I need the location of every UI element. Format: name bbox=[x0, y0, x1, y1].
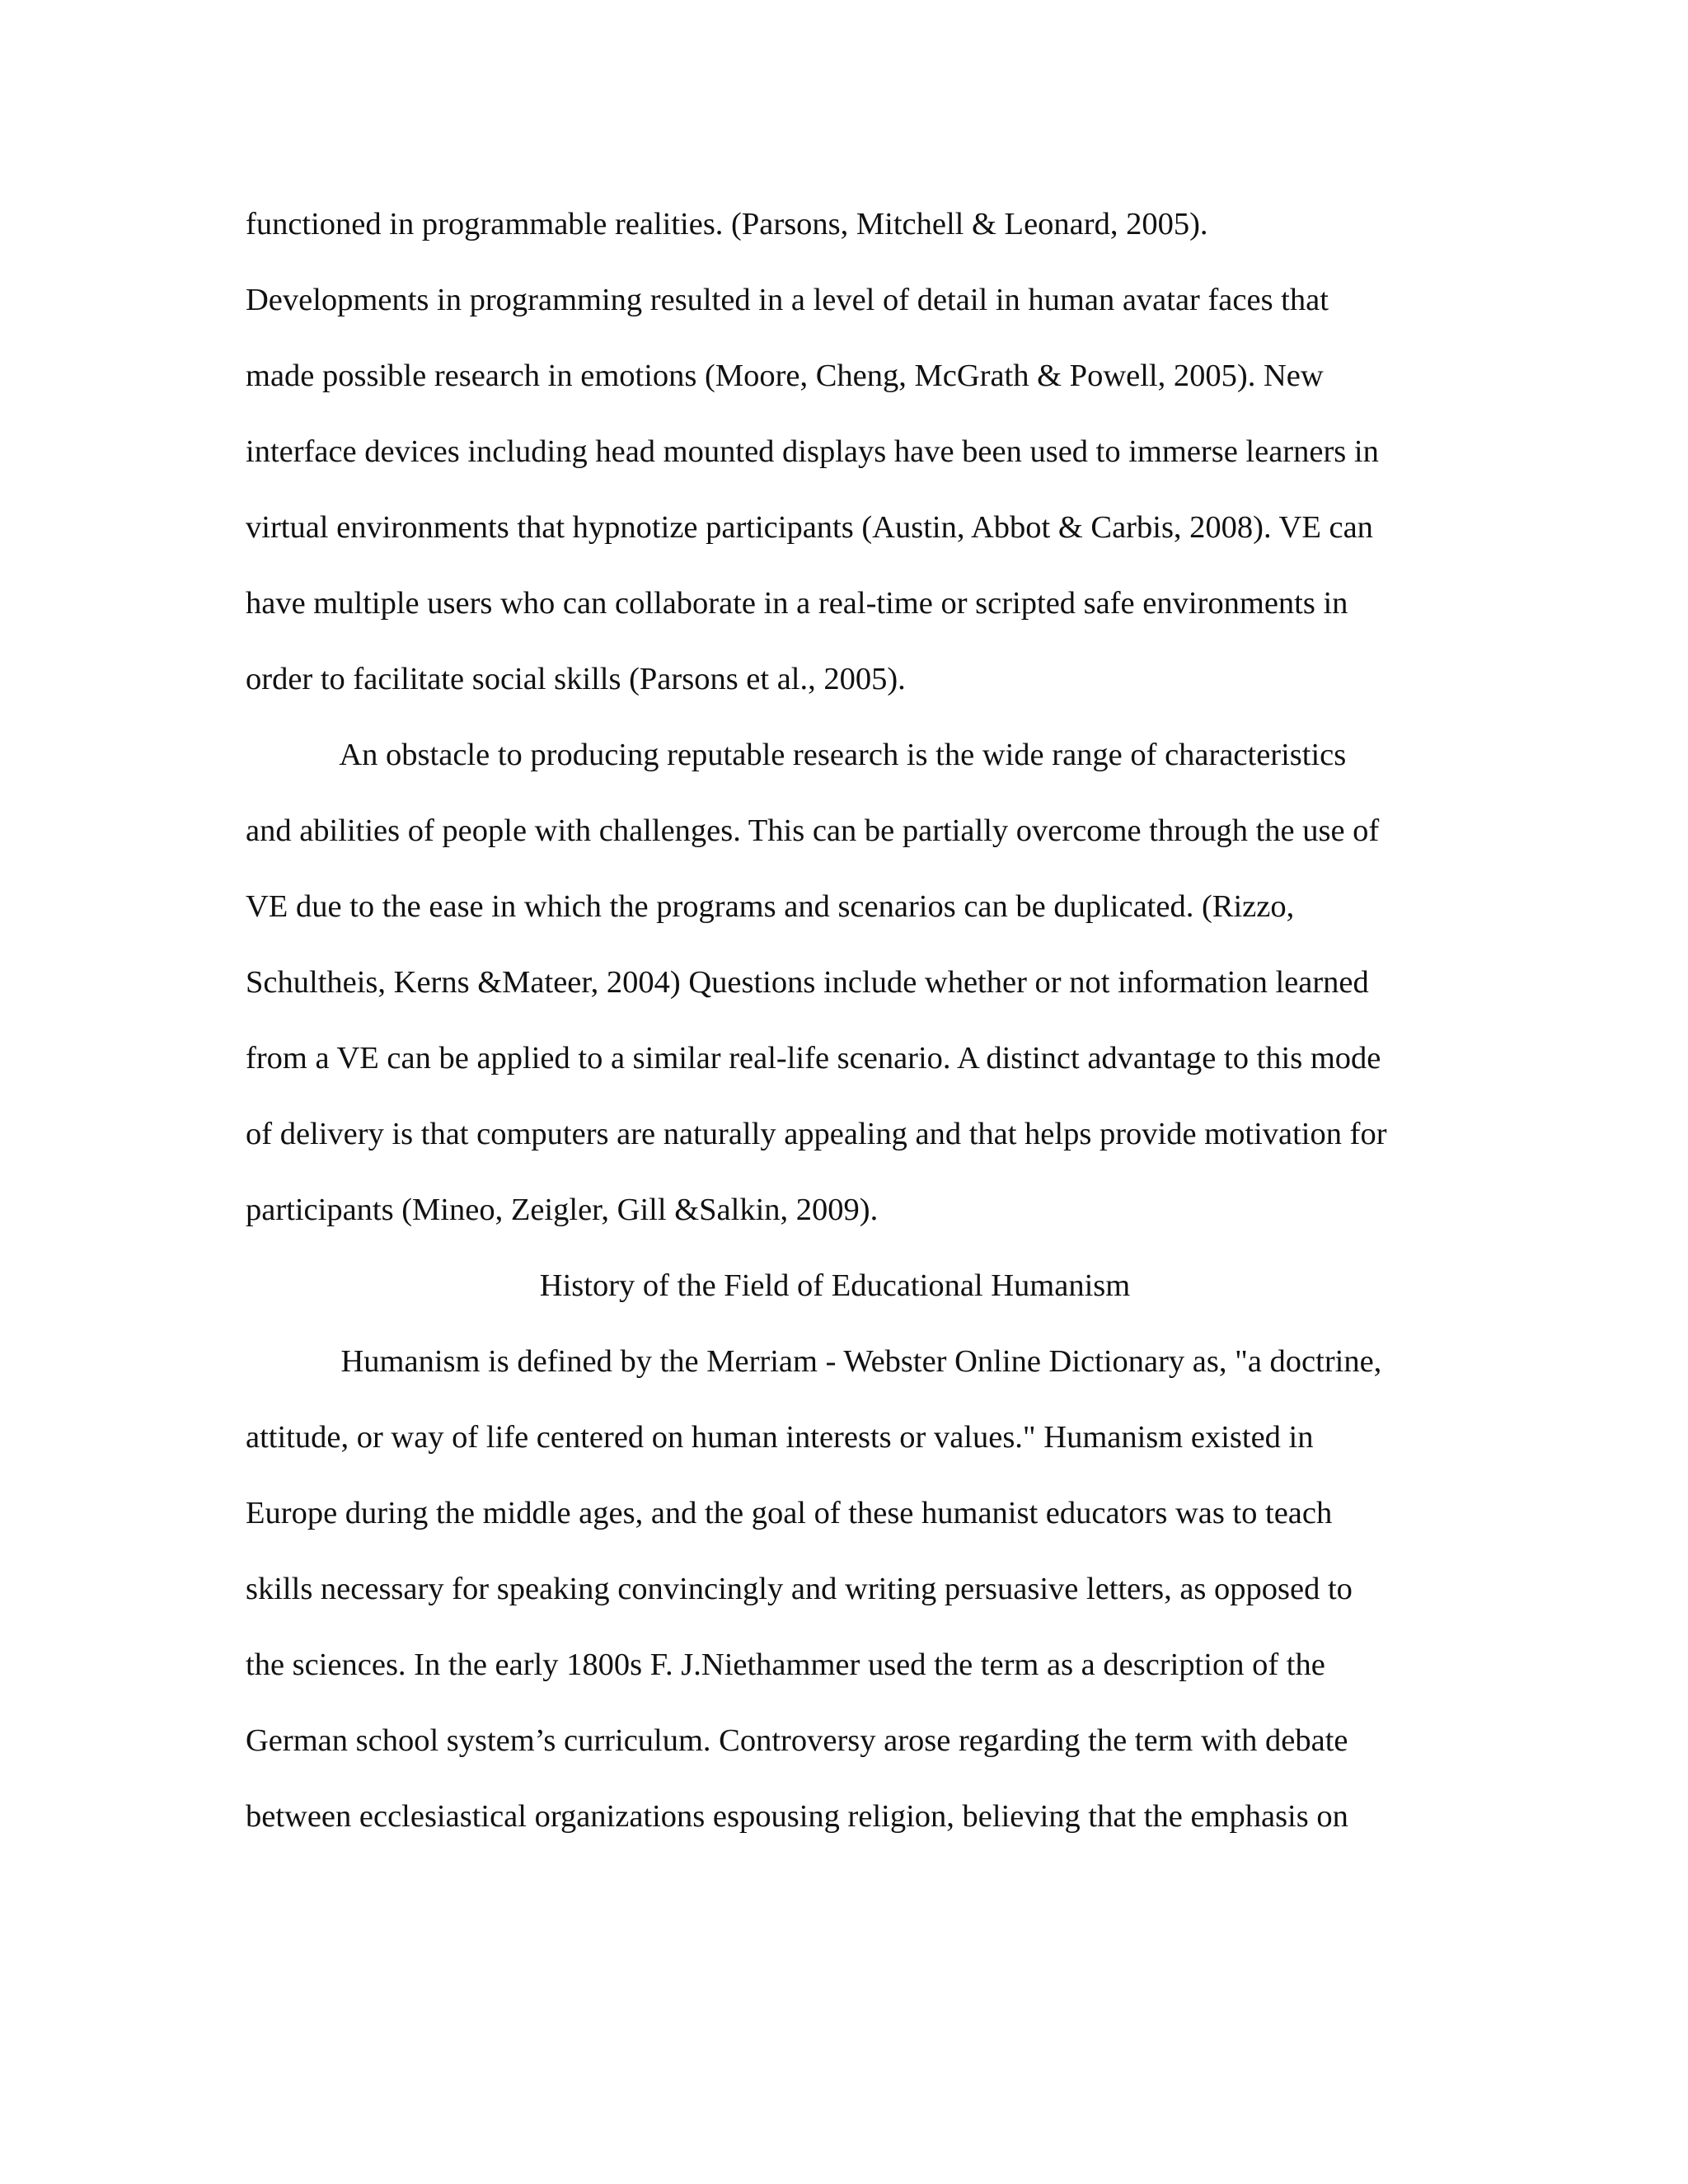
text-line: Schultheis, Kerns &Mateer, 2004) Questions include whether or not information learned bbox=[246, 965, 1369, 1000]
text-line: virtual environments that hypnotize participants (Austin, Abbot & Carbis, 2008). VE can bbox=[246, 510, 1373, 545]
text-line: Europe during the middle ages, and the goal of these humanist educators was to teach bbox=[246, 1496, 1333, 1530]
text-line: have multiple users who can collaborate in a real-time or scripted safe environments in bbox=[246, 586, 1348, 621]
paragraph bbox=[246, 1324, 1449, 1854]
section-heading: History of the Field of Educational Humanism bbox=[539, 1268, 1131, 1303]
document-body bbox=[246, 186, 1449, 1854]
text-line: functioned in programmable realities. (Parsons, Mitchell & Leonard, 2005). bbox=[246, 207, 1208, 241]
paragraph bbox=[246, 717, 1449, 1248]
paragraph bbox=[246, 186, 1449, 717]
text-line: German school system’s curriculum. Controversy arose regarding the term with debate bbox=[246, 1723, 1348, 1758]
text-line: from a VE can be applied to a similar real-life scenario. A distinct advantage to this mode bbox=[246, 1041, 1381, 1076]
text-line: the sciences. In the early 1800s F. J.Niethammer used the term as a description of the bbox=[246, 1647, 1325, 1682]
text-line: made possible research in emotions (Moore, Cheng, McGrath & Powell, 2005). New bbox=[246, 359, 1324, 393]
text-line: Developments in programming resulted in a level of detail in human avatar faces that bbox=[246, 283, 1329, 317]
text-line: of delivery is that computers are naturally appealing and that helps provide motivation for bbox=[246, 1117, 1387, 1151]
text-line: order to facilitate social skills (Parsons et al., 2005). bbox=[246, 662, 906, 696]
text-line: attitude, or way of life centered on human interests or values." Humanism existed in bbox=[246, 1420, 1314, 1455]
text-line: VE due to the ease in which the programs and scenarios can be duplicated. (Rizzo, bbox=[246, 889, 1295, 924]
text-line: An obstacle to producing reputable research is the wide range of characteristics bbox=[246, 738, 1347, 772]
text-line: Humanism is defined by the Merriam - Webster Online Dictionary as, "a doctrine, bbox=[246, 1344, 1382, 1379]
text-line: participants (Mineo, Zeigler, Gill &Salkin, 2009). bbox=[246, 1193, 879, 1227]
text-line: between ecclesiastical organizations espousing religion, believing that the emphasis on bbox=[246, 1799, 1348, 1834]
text-line: interface devices including head mounted displays have been used to immerse learners in bbox=[246, 434, 1379, 469]
text-line: skills necessary for speaking convincingly and writing persuasive letters, as opposed to bbox=[246, 1572, 1353, 1606]
text-line: and abilities of people with challenges. This can be partially overcome through the use of bbox=[246, 813, 1380, 848]
